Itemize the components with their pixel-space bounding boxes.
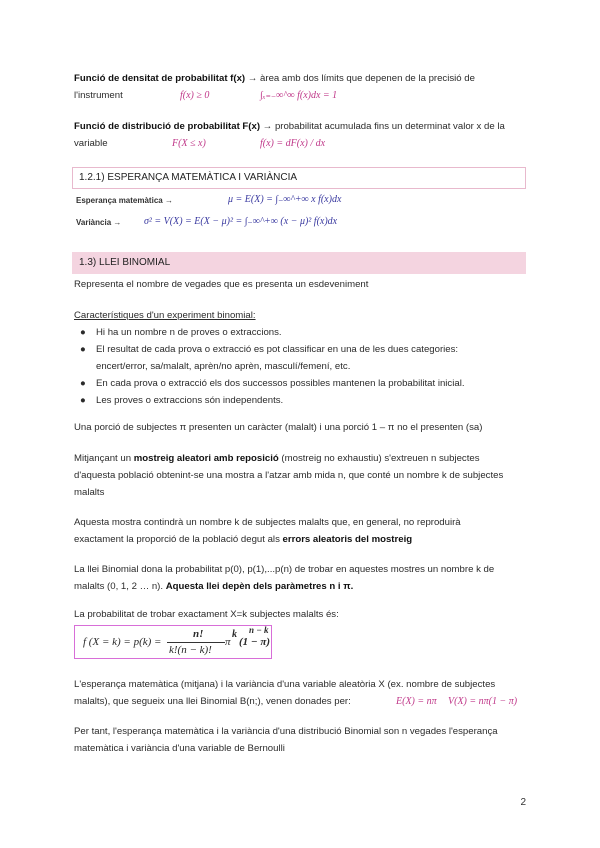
formula-k-exponent: k [232,629,237,640]
list-item: ● Les proves o extraccions són independents. [74,392,526,409]
porcio-paragraph: Una porció de subjectes π presenten un caràcter (malalt) i una porció 1 – π no el presenten (sa) [74,422,483,433]
distribution-desc-cont: variable [74,138,108,149]
formula-pi: π [225,636,231,648]
mostreig-term: mostreig aleatori amb reposició [133,453,279,464]
density-formula-nonneg: f(x) ≥ 0 [180,90,210,101]
formula-paren: (1 − π) [239,636,270,648]
variancia-row [76,216,526,232]
binomial-intro: Representa el nombre de vegades que es presenta un esdeveniment [74,279,369,290]
esperanca-binomial-paragraph: L'esperança matemàtica (mitjana) i la variància d'una variable aleatòria X (ex. nombre de subjectes malalts), que segueix una llei Binomial B(n;), venen donades per: E(X) = nπ V(X) = nπ(1 − π) [74,676,526,710]
mostra-paragraph: Aquesta mostra contindrà un nombre k de subjectes malalts que, en general, no reproduirà exactament la proporció de la població degut als errors aleatoris del mostreig [74,517,461,545]
bullet-icon: ● [80,378,86,389]
density-term: Funció de densitat de probabilitat f(x) [74,73,246,84]
binomial-expectation: E(X) = nπ [396,696,437,707]
distribution-formula-derivative: f(x) = dF(x) / dx [260,138,326,149]
mostreig-paragraph: Mitjançant un mostreig aleatori amb reposició (mostreig no exhaustiu) s'extreuen n subjectes d'aquesta població obtenint-se una mostra a l'atzar amb mida n, que conté un nombre k de subjectes malalts [74,453,504,498]
characteristics-block [74,307,526,409]
section-title-1-2-1: 1.2.1) ESPERANÇA MATEMÀTICA I VARIÀNCIA [79,172,298,183]
characteristics-list [74,324,526,409]
list-item: ● Hi ha un nombre n de proves o extraccions. [74,324,526,341]
binomial-formula-box [74,625,272,659]
formula-denominator: k!(n − k)! [169,644,212,656]
density-desc: → àrea amb dos límits que depenen de la precisió de [245,73,475,84]
density-paragraph [74,70,526,104]
list-item: ● El resultat de cada prova o extracció es pot classificar en una de les dues categories: encert/error, sa/malalt, aprèn/no aprèn, masculí/femení, etc. [74,341,526,375]
page-number: 2 [520,797,526,808]
distribution-paragraph [74,118,526,152]
formula-nk-exponent: n − k [249,625,269,635]
esperanca-formula: μ = E(X) = ∫₋∞^+∞ x f(x)dx [228,194,342,205]
section-heading-1-3 [72,252,526,274]
distribution-desc: → probabilitat acumulada fins un determinat valor x de la [260,121,505,132]
formula-numerator: n! [193,628,204,640]
binomial-variance: V(X) = nπ(1 − π) [448,696,518,707]
density-formula-integral: ∫ₓ₌₋∞^∞ f(x)dx = 1 [260,90,338,101]
esperanca-label: Esperança matemàtica → [76,196,173,205]
llei-paragraph: La llei Binomial dona la probabilitat p(0), p(1),...p(n) de trobar en aquestes mostres un nombre k de malalts (0, 1, 2 … n). Aquesta llei depèn dels paràmetres n i π. [74,564,495,592]
variancia-formula: σ² = V(X) = E(X − μ)² = ∫₋∞^+∞ (x − μ)² f(x)dx [144,216,338,227]
esperanca-row [76,194,526,210]
probability-text: La probabilitat de trobar exactament X=k subjectes malalts és: [74,609,339,620]
distribution-term: Funció de distribució de probabilitat F(x) [74,121,261,132]
bullet-icon: ● [80,327,86,338]
section-heading-1-2-1 [72,167,526,189]
bullet-icon: ● [80,344,86,355]
section-title-1-3: 1.3) LLEI BINOMIAL [79,257,171,268]
parameters-statement: Aquesta llei depèn dels paràmetres n i π. [165,581,354,592]
errors-term: errors aleatoris del mostreig [282,534,413,545]
per-tant-paragraph: Per tant, l'esperança matemàtica i la variància d'una distribució Binomial son n vegades l'esperança matemàtica i variància d'una variable de Bernoulli [74,726,498,754]
characteristics-title: Característiques d'un experiment binomial: [74,310,256,321]
list-item: ● En cada prova o extracció els dos successos possibles mantenen la probabilitat inicial. [74,375,526,392]
formula-lhs: f (X = k) = p(k) = [83,636,162,648]
fraction-line [167,642,225,643]
variancia-label: Variància → [76,218,122,227]
bullet-icon: ● [80,395,86,406]
distribution-formula-cdf: F(X ≤ x) [172,138,206,149]
density-desc-cont: l'instrument [74,90,123,101]
